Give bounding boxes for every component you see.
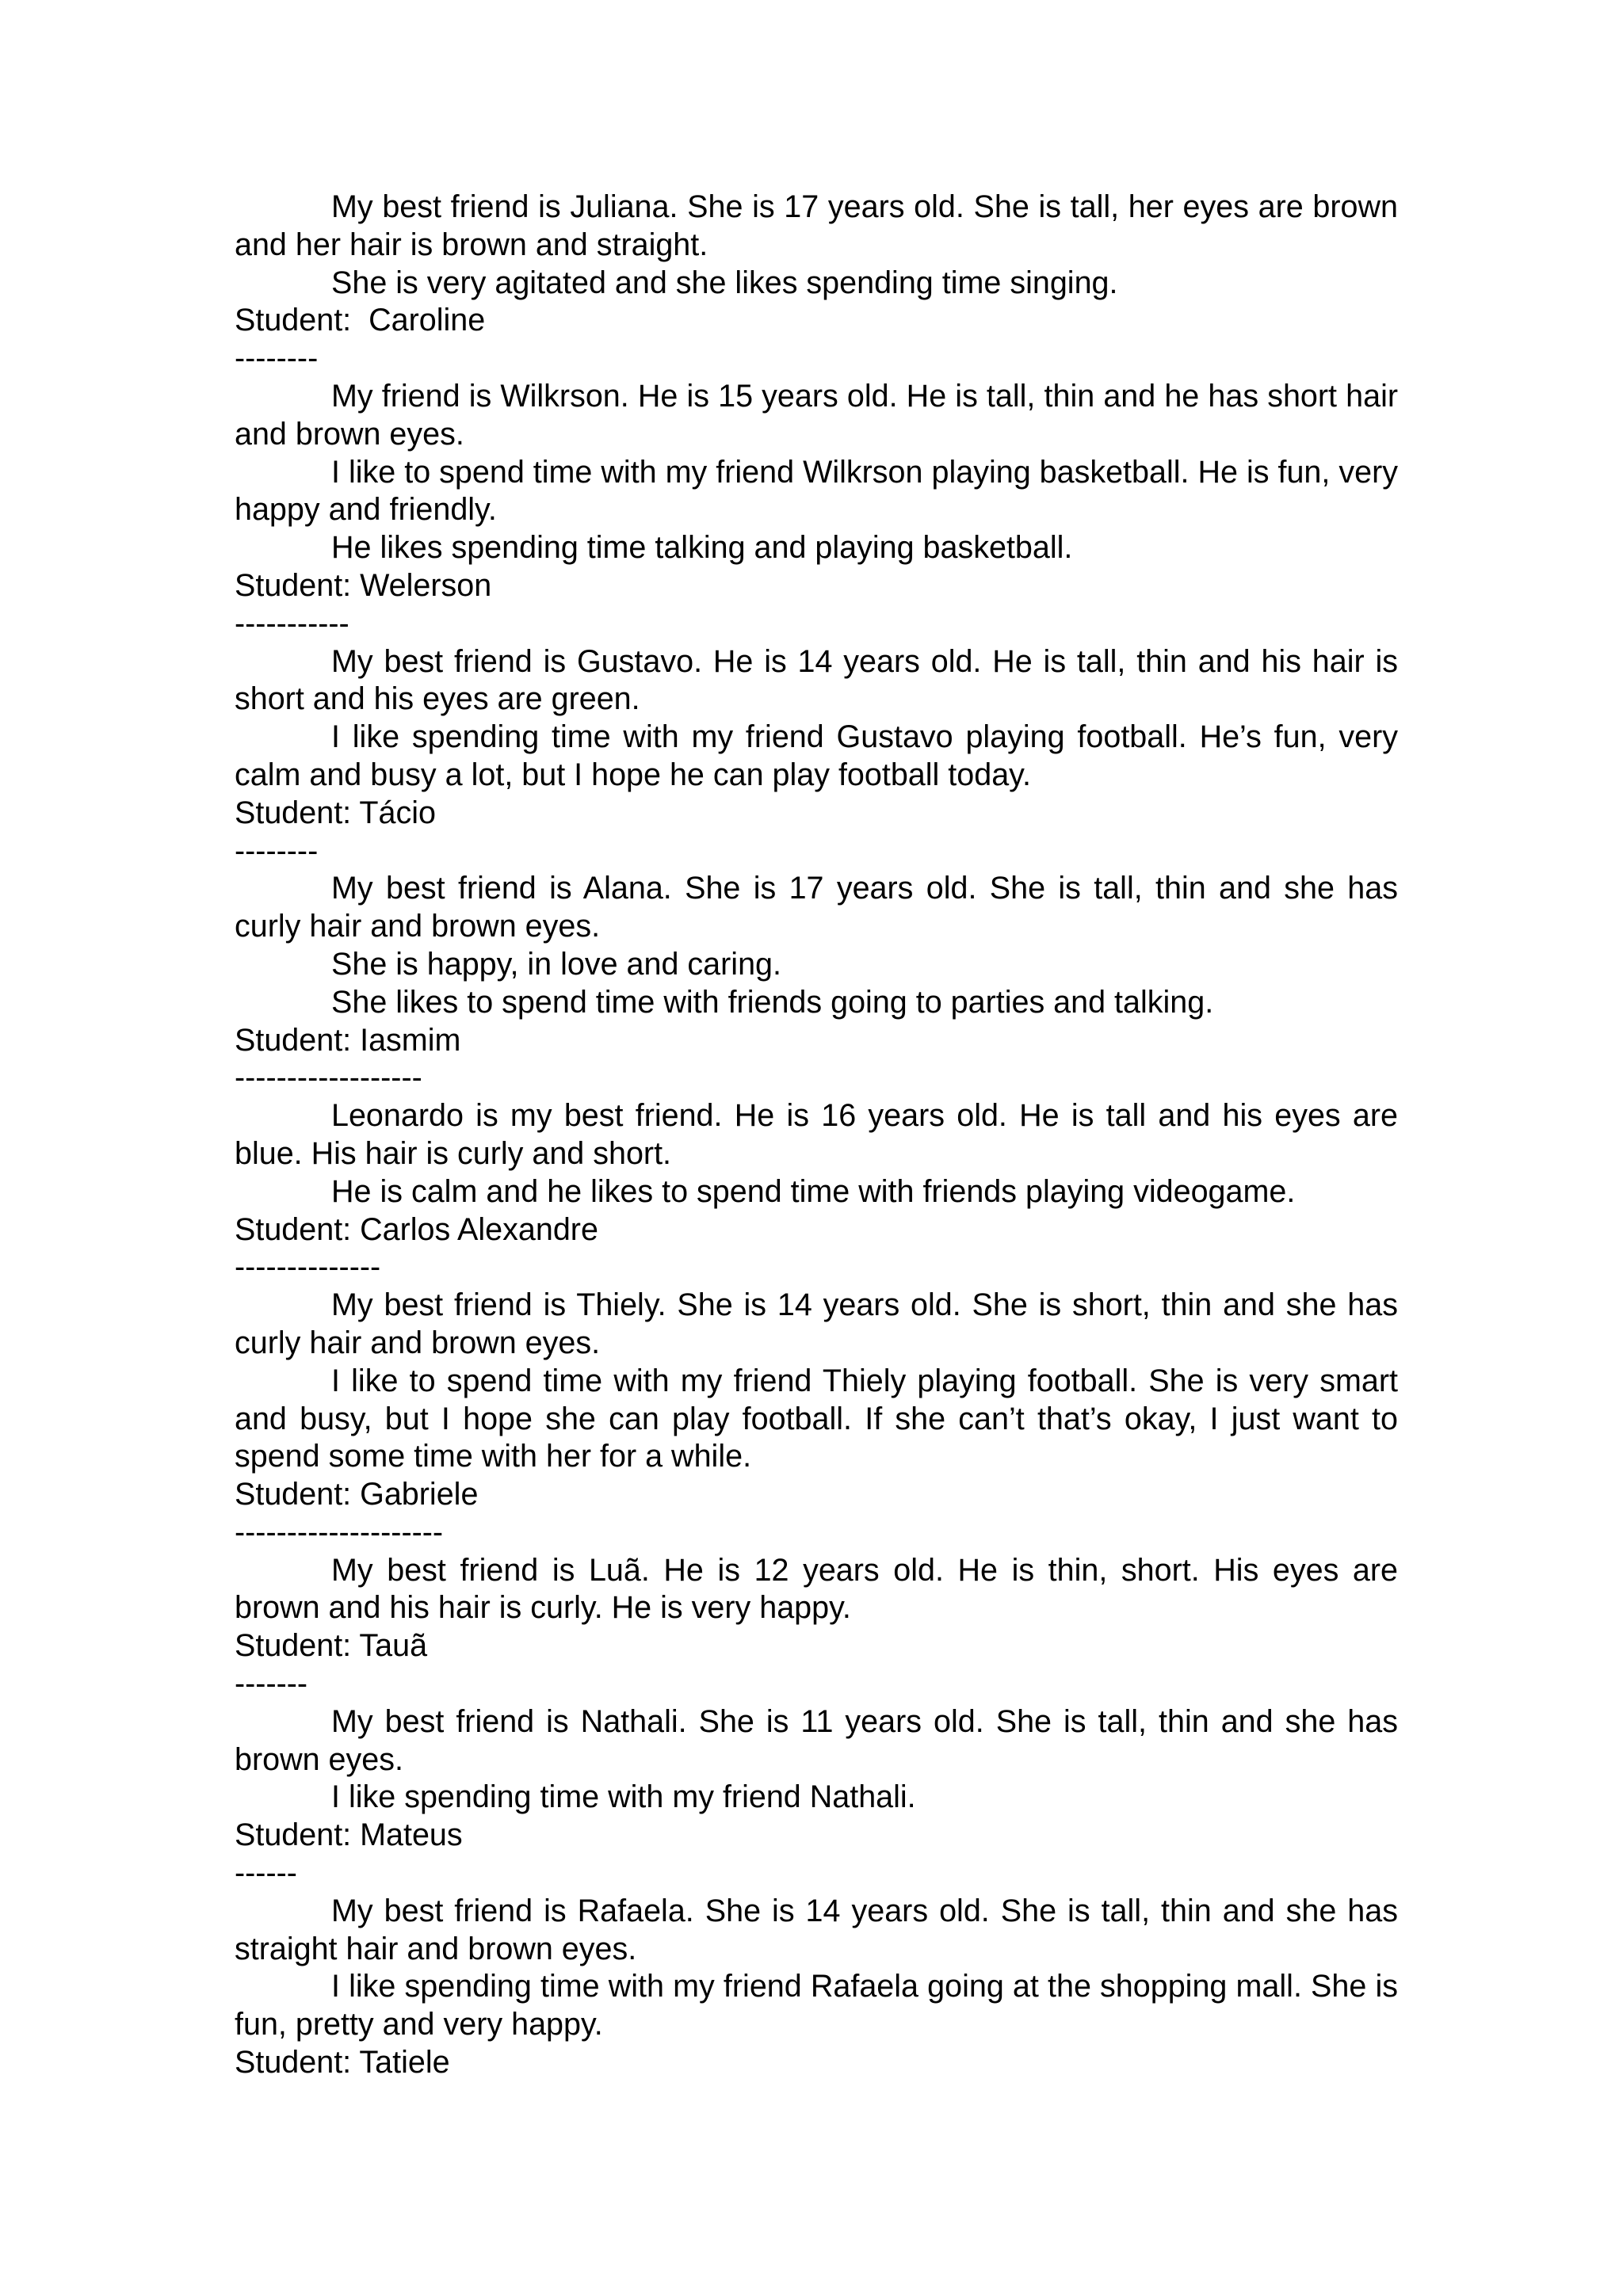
student-name: Student: Tatiele (235, 2045, 450, 2081)
paragraph: I like to spend time with my friend Wilkrson playing basketball. He is fun, very happy and friendly. (235, 454, 1398, 528)
separator: -------------------- (235, 1514, 444, 1550)
entry-welerson (235, 378, 1398, 643)
student-name: Student: Mateus (235, 1817, 463, 1853)
separator: ------- (235, 1666, 308, 1702)
separator: ------------------ (235, 1060, 422, 1096)
student-name: Student: Welerson (235, 567, 492, 603)
paragraph: She likes to spend time with friends going to parties and talking. (331, 984, 1214, 1020)
student-name: Student: Tauã (235, 1628, 428, 1664)
student-name: Student: Gabriele (235, 1477, 479, 1512)
paragraph: My best friend is Juliana. She is 17 years old. She is tall, her eyes are brown and her hair is brown and straight. (235, 189, 1398, 262)
paragraph: My best friend is Alana. She is 17 years old. She is tall, thin and she has curly hair and brown eyes. (235, 871, 1398, 944)
paragraph: She is very agitated and she likes spending time singing. (331, 265, 1118, 300)
separator: ------ (235, 1855, 297, 1891)
paragraph: My best friend is Rafaela. She is 14 years old. She is tall, thin and she has straight hair and brown eyes. (235, 1893, 1398, 1966)
entry-carlos-alexandre (235, 1097, 1398, 1287)
entry-tatiele (235, 1893, 1398, 2082)
paragraph: My best friend is Gustavo. He is 14 years old. He is tall, thin and his hair is short and his eyes are green. (235, 643, 1398, 717)
separator: ----------- (235, 605, 349, 641)
entry-taua (235, 1552, 1398, 1703)
student-name: Student: Tácio (235, 795, 436, 830)
student-name: Student: Caroline (235, 303, 486, 338)
paragraph: My best friend is Nathali. She is 11 years old. She is tall, thin and she has brown eyes. (235, 1703, 1398, 1777)
entry-tacio (235, 643, 1398, 871)
separator: -------- (235, 833, 319, 868)
entry-gabriele (235, 1287, 1398, 1552)
paragraph: My friend is Wilkrson. He is 15 years old. He is tall, thin and he has short hair and brown eyes. (235, 378, 1398, 452)
student-name: Student: Carlos Alexandre (235, 1211, 598, 1247)
paragraph: He is calm and he likes to spend time with friends playing videogame. (331, 1173, 1296, 1209)
paragraph: Leonardo is my best friend. He is 16 years old. He is tall and his eyes are blue. His hair is curly and short. (235, 1098, 1398, 1171)
paragraph: My best friend is Luã. He is 12 years old. He is thin, short. His eyes are brown and his hair is curly. He is very happy. (235, 1552, 1398, 1626)
paragraph: I like spending time with my friend Nathali. (331, 1779, 916, 1815)
separator: -------------- (235, 1249, 381, 1285)
paragraph: I like spending time with my friend Rafaela going at the shopping mall. She is fun, pretty and very happy. (235, 1969, 1398, 2042)
separator: -------- (235, 341, 319, 376)
paragraph: He likes spending time talking and playing basketball. (331, 530, 1073, 566)
document-body (235, 189, 1398, 2082)
paragraph: My best friend is Thiely. She is 14 years old. She is short, thin and she has curly hair and brown eyes. (235, 1287, 1398, 1360)
entry-caroline (235, 189, 1398, 378)
student-name: Student: Iasmim (235, 1022, 461, 1058)
paragraph: She is happy, in love and caring. (331, 946, 781, 982)
entry-mateus (235, 1703, 1398, 1893)
paragraph: I like spending time with my friend Gustavo playing football. He’s fun, very calm and busy a lot, but I hope he can play football today. (235, 719, 1398, 792)
paragraph: I like to spend time with my friend Thiely playing football. She is very smart and busy, but I hope she can play football. If she can’t that’s okay, I just want to spend some time with her for a while. (235, 1363, 1398, 1474)
entry-iasmim (235, 870, 1398, 1097)
